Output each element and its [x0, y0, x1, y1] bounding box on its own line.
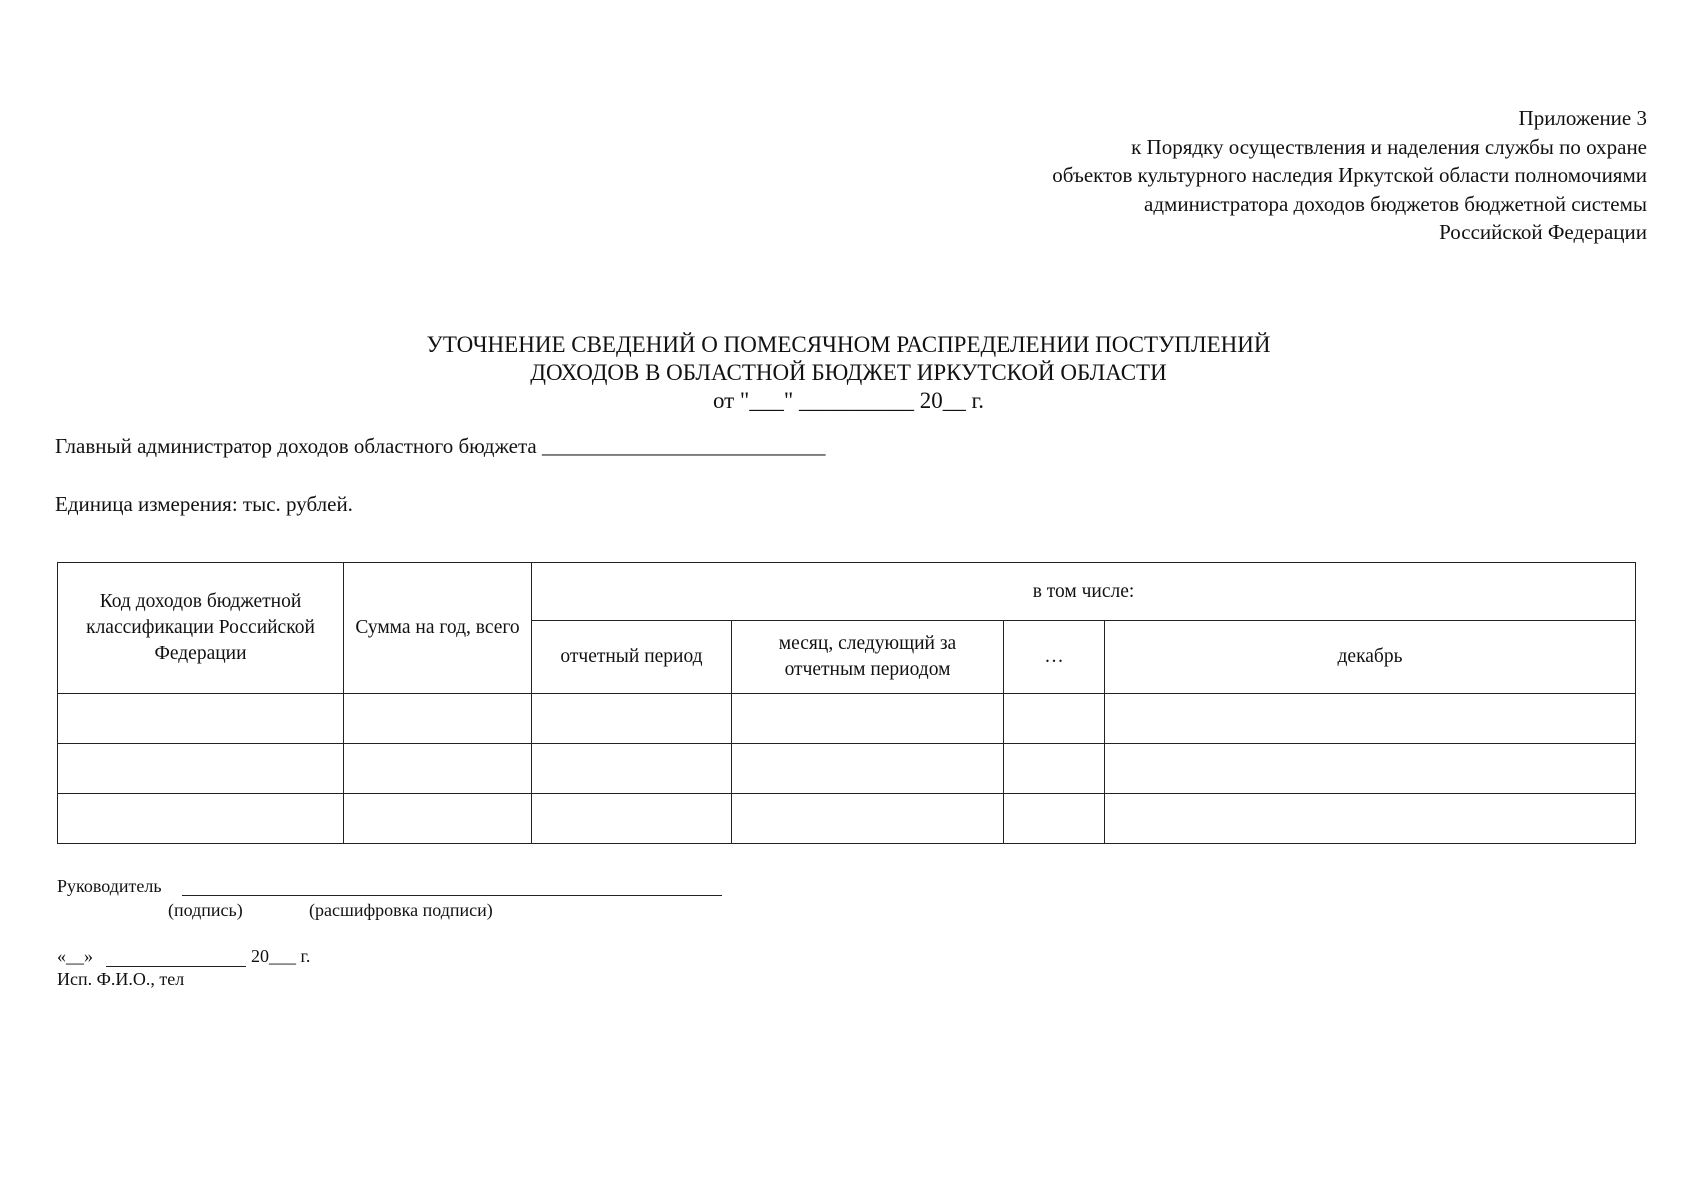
- table-row: [58, 744, 1636, 794]
- table-cell[interactable]: [532, 694, 732, 744]
- head-label: Руководитель: [57, 876, 162, 896]
- table-cell[interactable]: [732, 794, 1004, 844]
- signature-line[interactable]: [182, 895, 722, 896]
- table-cell[interactable]: [532, 744, 732, 794]
- signature-caption: (подпись): [168, 900, 243, 920]
- table-cell[interactable]: [1004, 694, 1105, 744]
- table-cell[interactable]: [1105, 744, 1636, 794]
- decode-caption: (расшифровка подписи): [309, 900, 493, 920]
- executor-label: Исп. Ф.И.О., тел: [57, 969, 185, 989]
- table-cell[interactable]: [532, 794, 732, 844]
- header-including: в том числе:: [532, 563, 1636, 621]
- appendix-line: администратора доходов бюджетов бюджетной системы: [1144, 191, 1647, 216]
- table-cell[interactable]: [1004, 744, 1105, 794]
- table-cell[interactable]: [1105, 794, 1636, 844]
- chief-admin-field: Главный администратор доходов областного бюджета ___________________________: [55, 434, 826, 458]
- header-reporting-period: отчетный период: [532, 621, 732, 694]
- table-cell[interactable]: [58, 694, 344, 744]
- appendix-line: Российской Федерации: [1439, 220, 1647, 244]
- title-line-2: ДОХОДОВ В ОБЛАСТНОЙ БЮДЖЕТ ИРКУТСКОЙ ОБЛАСТИ: [530, 360, 1167, 385]
- appendix-line: Приложение 3: [1518, 106, 1647, 130]
- table-cell[interactable]: [1004, 794, 1105, 844]
- appendix-line: объектов культурного наследия Иркутской области полномочиями: [1052, 163, 1647, 187]
- table-cell[interactable]: [1105, 694, 1636, 744]
- header-sum: Сумма на год, всего: [344, 563, 532, 694]
- unit-of-measure: Единица измерения: тыс. рублей.: [55, 492, 353, 516]
- appendix-block: [1052, 104, 1647, 247]
- footer-date-day: «__»: [57, 946, 93, 966]
- document-title: [0, 331, 1697, 415]
- table-row: [58, 694, 1636, 744]
- table-cell[interactable]: [344, 744, 532, 794]
- title-line-1: УТОЧНЕНИЕ СВЕДЕНИЙ О ПОМЕСЯЧНОМ РАСПРЕДЕЛЕНИИ ПОСТУПЛЕНИЙ: [426, 332, 1271, 357]
- footer-date-year: 20___ г.: [251, 946, 311, 966]
- header-next-month: месяц, следующий за отчетным периодом: [732, 621, 1004, 694]
- distribution-table: [57, 562, 1636, 844]
- header-code: Код доходов бюджетной классификации Российской Федерации: [58, 563, 344, 694]
- table-cell[interactable]: [344, 694, 532, 744]
- header-december: декабрь: [1105, 621, 1636, 694]
- header-ellipsis: …: [1004, 621, 1105, 694]
- appendix-line: к Порядку осуществления и наделения службы по охране: [1131, 134, 1647, 159]
- footer-date-month-line[interactable]: [106, 966, 246, 967]
- table-cell[interactable]: [344, 794, 532, 844]
- table-cell[interactable]: [58, 744, 344, 794]
- table-row: [58, 794, 1636, 844]
- table-cell[interactable]: [732, 694, 1004, 744]
- title-date-line: от "___" __________ 20__ г.: [712, 388, 985, 413]
- table-cell[interactable]: [58, 794, 344, 844]
- table-cell[interactable]: [732, 744, 1004, 794]
